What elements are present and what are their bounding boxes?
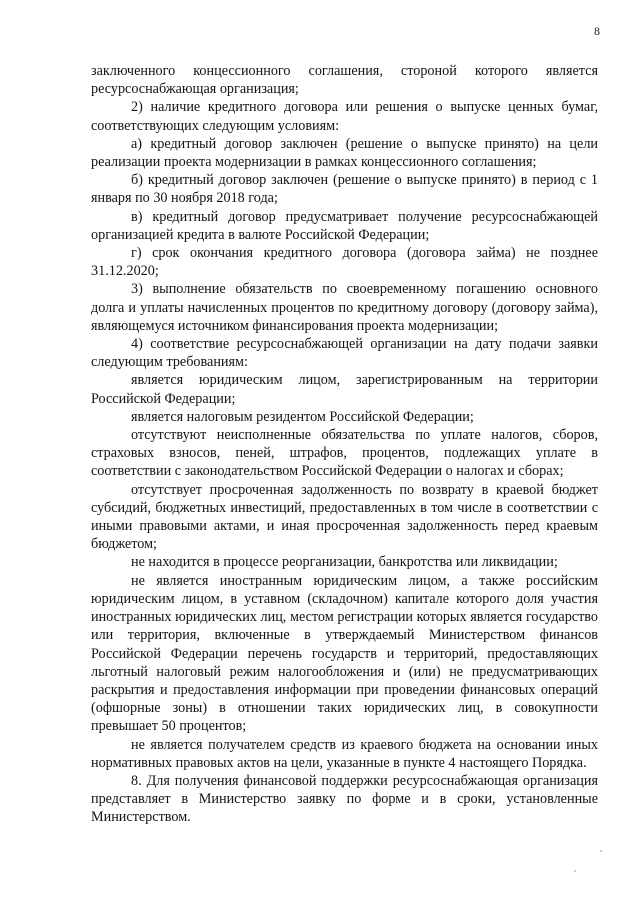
page-number: 8 [594,24,600,38]
paragraph: а) кредитный договор заключен (решение о выпуске принято) на цели реализации проекта модернизации в рамках концессионного соглашения; [91,135,598,171]
paragraph: 3) выполнение обязательств по своевременному погашению основного долга и уплаты начисленных процентов по кредитному договору (договору займа), являющемуся источником финансирования проекта модернизации; [91,281,598,334]
paragraph: является налоговым резидентом Российской Федерации; [131,408,474,425]
paragraph: отсутствуют неисполненные обязательства по уплате налогов, сборов, страховых взносов, пеней, штрафов, процентов, подлежащих уплате в соответствии с законодательством Российской Федерации о налогах и сборах; [91,427,598,480]
paragraph: г) срок окончания кредитного договора (договора займа) не позднее 31.12.2020; [91,245,598,280]
paragraph: 2) наличие кредитного договора или решения о выпуске ценных бумаг, соответствующих следующим условиям: [91,99,598,134]
paragraph: заключенного концессионного соглашения, стороной которого является ресурсоснабжающая организация; [91,63,598,98]
paragraph: не является получателем средств из краевого бюджета на основании иных нормативных правовых актов на цели, указанные в пункте 4 настоящего Порядка. [91,736,598,771]
paragraph: б) кредитный договор заключен (решение о выпуске принято) в период с 1 января по 30 ноября 2018 года; [91,172,598,207]
document-body [91,62,598,827]
paragraph: не находится в процессе реорганизации, банкротства или ликвидации; [131,554,558,571]
paragraph: в) кредитный договор предусматривает получение ресурсоснабжающей организацией кредита в валюте Российской Федерации; [91,208,598,243]
paragraph: является юридическим лицом, зарегистрированным на территории Российской Федерации; [91,372,598,407]
scan-artifact [574,870,576,872]
paragraph: 8. Для получения финансовой поддержки ресурсоснабжающая организация представляет в Министерство заявку по форме и в сроки, установленные Министерством. [91,772,598,826]
paragraph: не является иностранным юридическим лицом, а также российским юридическим лицом, в уставном (складочном) капитале которого доля участия иностранных юридических лиц, местом регистрации которых является государство или территория, включенные в утверждаемый Министерством финансов Российской Федерации перечень государств и территорий, предоставляющих льготный налоговый режим налогообложения и (или) не предусматривающих раскрытия и предоставления информации при проведении финансовых операций (офшорные зоны) в отношении таких юридических лиц, в совокупности превышает 50 процентов; [91,572,598,735]
scan-artifact [600,850,602,852]
paragraph: 4) соответствие ресурсоснабжающей организации на дату подачи заявки следующим требованиям: [91,336,598,371]
paragraph: отсутствует просроченная задолженность по возврату в краевой бюджет субсидий, бюджетных инвестиций, предоставленных в том числе в соответствии с иными правовыми актами, и иная просроченная задолженность перед краевым бюджетом; [91,481,598,553]
